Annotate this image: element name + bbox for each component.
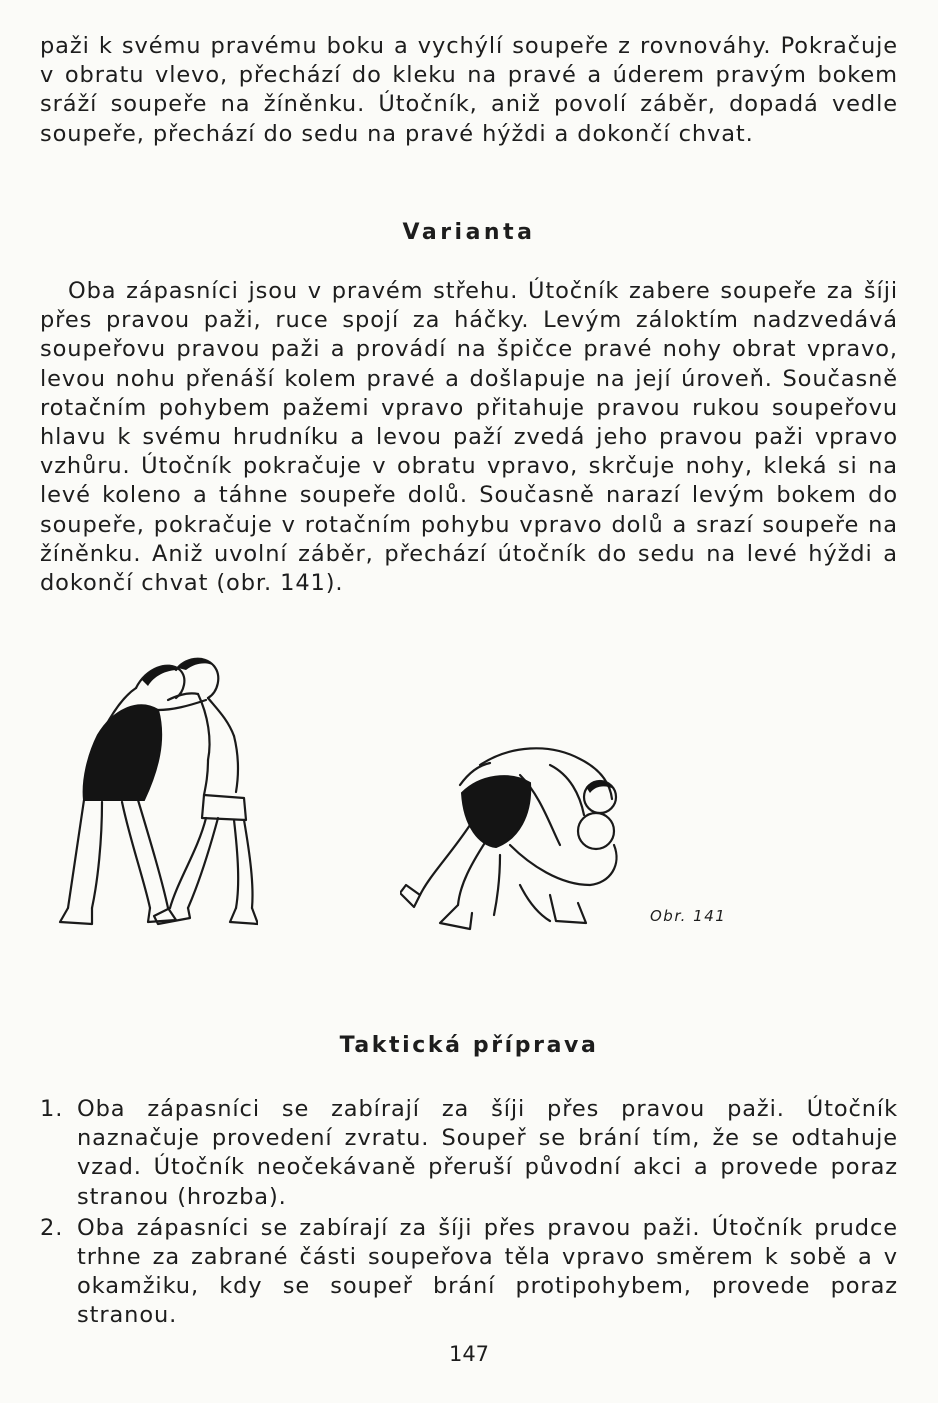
list-item-text: Oba zápasníci se zabírají za šíji přes pravou paži. Útočník naznačuje provedení zvratu. Soupeř se brání tím, že se odtahuje vzad. Útočník neočekávaně přeruší původní akci a provede poraz stranou (hrozba). <box>77 1096 898 1210</box>
list-item-text: Oba zápasníci se zabírají za šíji přes pravou paži. Útočník prudce trhne za zabrané části soupeřova těla vpravo směrem k sobě a v okamžiku, kdy se soupeř brání protipohybem, provede poraz stranou. <box>77 1214 898 1329</box>
section-heading-varianta: Varianta <box>402 220 536 245</box>
section-heading-takticka-priprava: Taktická příprava <box>339 1033 599 1058</box>
list-item <box>40 1095 898 1212</box>
paragraph-continuation: paži k svému pravému boku a vychýlí soupeře z rovnováhy. Pokračuje v obratu vlevo, přechází do kleku na pravé a úderem pravým bokem sráží soupeře na žíněnku. Útočník, aniž povolí záběr, dopadá vedle soupeře, přechází do sedu na pravé hýždi a dokončí chvat. <box>40 33 898 147</box>
wrestlers-standing-illustration <box>58 640 258 940</box>
wrestlers-takedown-illustration <box>400 735 640 940</box>
figure-caption: Obr. 141 <box>650 907 727 925</box>
figure-141 <box>40 640 740 940</box>
list-item-number: 1. <box>40 1096 64 1122</box>
page-number: 147 <box>448 1342 490 1366</box>
numbered-list <box>40 1095 898 1333</box>
list-item-number: 2. <box>40 1214 64 1241</box>
paragraph-varianta: Oba zápasníci jsou v pravém střehu. Útočník zabere soupeře za šíji přes pravou paži, ruce spojí za háčky. Levým záloktím nadzvedává soupeřovu pravou paži a provádí na špičce pravé nohy obrat vpravo, levou nohu přenáší kolem pravé a došlapuje na její úroveň. Současně rotačním pohybem pažemi vpravo přitahuje pravou rukou soupeřovu hlavu k svému hrudníku a levou paží zvedá jeho pravou paži vpravo vzhůru. Útočník pokračuje v obratu vpravo, skrčuje nohy, kleká si na levé koleno a táhne soupeře dolů. Současně narazí levým bokem do soupeře, pokračuje v rotačním pohybu vpravo dolů a srazí soupeře na žíněnku. Aniž uvolní záběr, přechází útočník do sedu na levé hýždi a dokončí chvat (obr. 141). <box>40 278 898 597</box>
list-item <box>40 1214 898 1331</box>
